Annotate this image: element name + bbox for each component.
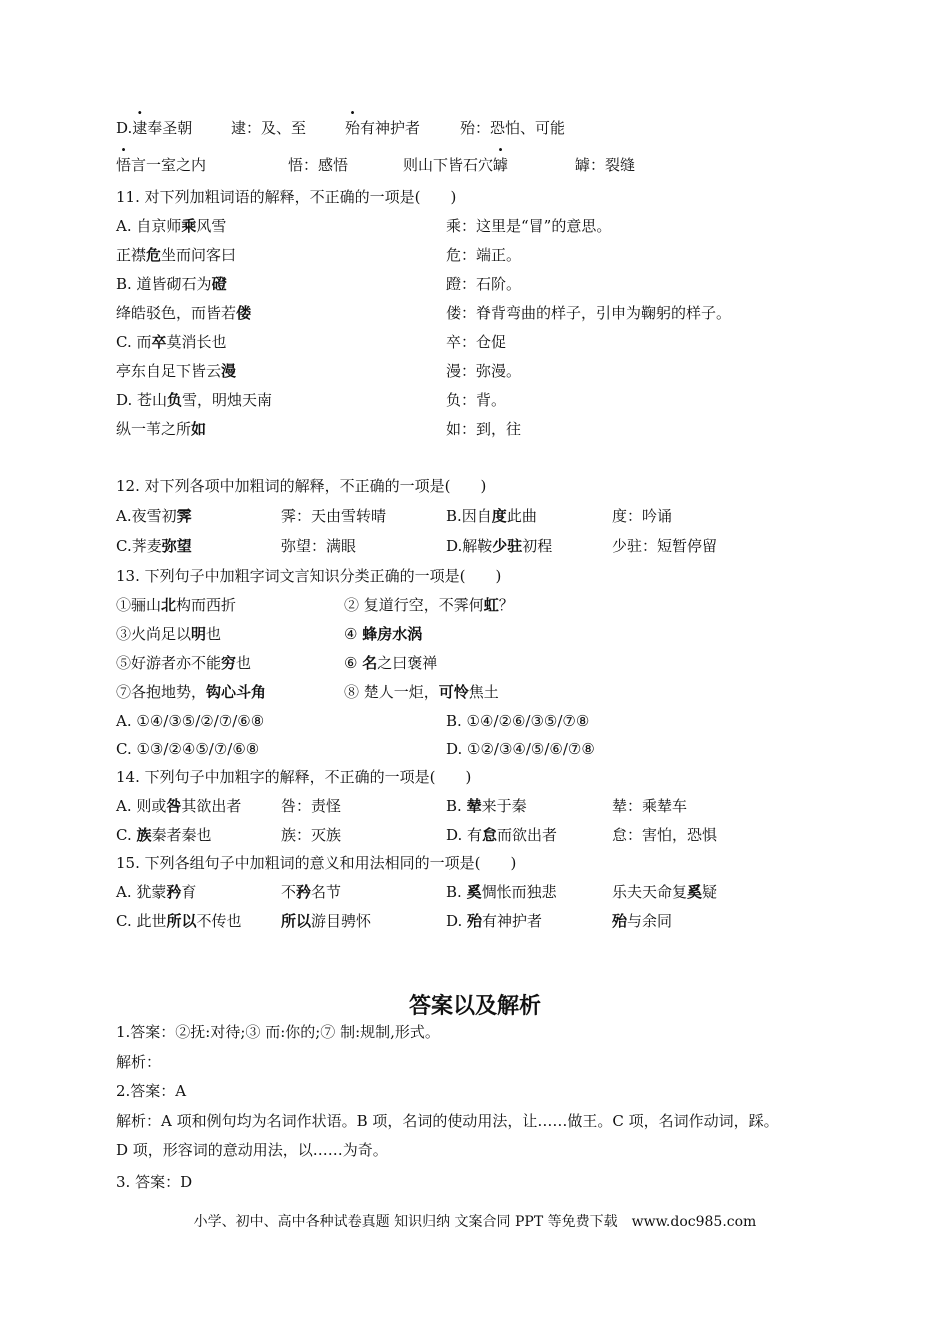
q11-sentence: A. 自京师乘风雪 [116,217,227,235]
q11-sentence: 亭东自足下皆云漫 [116,362,237,380]
item-悟: 悟言一室之内 [116,156,207,174]
q11-explanation: 偻：脊背弯曲的样子，引申为鞠躬的样子。 [446,304,732,322]
bold-word: 卒 [151,333,167,351]
bold-word: 如 [191,420,207,438]
explain-悟: 悟：感悟 [288,156,349,174]
q11-sentence: C. 而卒莫消长也 [116,333,227,351]
answer-1: 1.答案：②抚:对待;③ 而:你的;⑦ 制:规制,形式。 [116,1023,440,1041]
q11-explanation: 卒：仓促 [446,333,507,351]
q11-explanation: 危：端正。 [446,246,522,264]
bold-word: 偻 [236,304,252,322]
q14-stem: 14. 下列句子中加粗字的解释，不正确的一项是( ) [116,768,472,786]
q11-sentence: 正襟危坐而问客曰 [116,246,237,264]
q11-sentence: 绛皓驳色，而皆若偻 [116,304,252,322]
q11-stem: 11. 对下列加粗词语的解释，不正确的一项是( ) [116,188,457,206]
q15-stem: 15. 下列各组句子中加粗词的意义和用法相同的一项是( ) [116,854,517,872]
q11-explanation: 负：背。 [446,391,507,409]
explain-殆: 殆：恐怕、可能 [460,119,566,137]
bold-word: 乘 [181,217,197,235]
q11-explanation: 蹬：石阶。 [446,275,522,293]
q11-explanation: 乘：这里是“冒”的意思。 [446,217,612,235]
q11-sentence: B. 道皆砌石为磴 [116,275,227,293]
option-c: C. ①③/②④⑤/⑦/⑥⑧ [116,740,260,758]
dotted-char: 罅 [493,156,509,174]
q11-explanation: 漫：弥漫。 [446,362,522,380]
explain-罅: 罅：裂缝 [575,156,636,174]
bold-word: 磴 [211,275,227,293]
bold-word: 危 [146,246,162,264]
q11-sentence: D. 苍山负雪，明烛天南 [116,391,273,409]
bold-word: 漫 [221,362,237,380]
dotted-char: 逮 [132,119,148,137]
option-a: A. ①④/③⑤/②/⑦/⑥⑧ [116,712,265,730]
item-殆: 殆有神护者 [345,119,421,137]
q13-stem: 13. 下列句子中加粗字词文言知识分类正确的一项是( ) [116,567,502,585]
footer-download-notice: 小学、初中、高中各种试卷真题 知识归纳 文案合同 PPT 等免费下载 www.doc985.com [193,1214,757,1230]
option-b: B. ①④/②⑥/③⑤/⑦⑧ [446,712,590,730]
answers-title: 答案以及解析 [408,994,541,1019]
dotted-char: 悟 [116,156,132,174]
answer-3: 3. 答案：D [116,1173,193,1191]
q11-sentence: 纵一苇之所如 [116,420,207,438]
answer-2: 2.答案：A [116,1082,187,1100]
answer-2-explanation-1: 解析：A 项和例句均为名词作状语。B 项，名词的使动用法，让……做王。C 项，名词作动词，踩。 [116,1112,779,1130]
item-d-逮: D.逮奉圣朝 [116,119,193,137]
answer-2-explanation-2: D 项，形容词的意动用法，以……为奇。 [116,1141,388,1159]
dotted-char: 殆 [345,119,361,137]
q12-stem: 12. 对下列各项中加粗词的解释，不正确的一项是( ) [116,477,487,495]
item-罅: 则山下皆石穴罅 [403,156,509,174]
explain-逮: 逮：及、至 [231,119,307,137]
q11-explanation: 如：到，往 [446,420,522,438]
option-d: D. ①②/③④/⑤/⑥/⑦⑧ [446,740,595,758]
answer-1-explanation: 解析： [116,1053,162,1071]
bold-word: 负 [167,391,183,409]
